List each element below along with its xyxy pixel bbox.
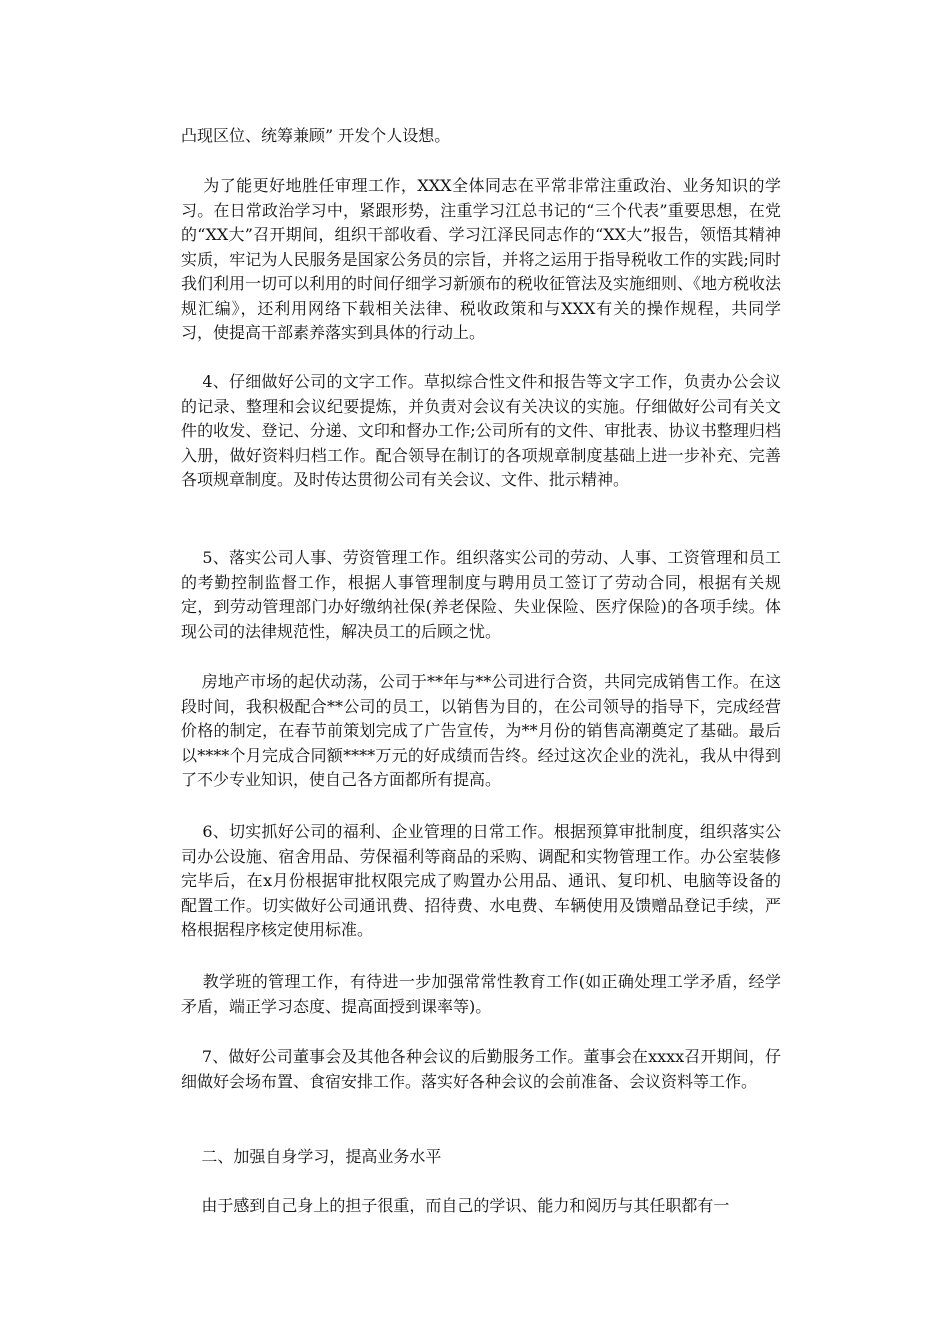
paragraph-8: 7、做好公司董事会及其他各种会议的后勤服务工作。董事会在xxxx召开期间，仔细做好会场布置、食宿安排工作。落实好各种会议的会前准备、会议资料等工作。	[181, 1047, 782, 1091]
paragraph-1: 凸现区位、统筹兼顾” 开发个人设想。	[181, 126, 451, 145]
paragraph-5: 房地产市场的起伏动荡，公司于**年与**公司进行合资，共同完成销售工作。在这段时间，我积极配合**公司的员工，以销售为目的，在公司领导的指导下，完成经营价格的制定，在春节前策划完成了广告宣传，为**月份的销售高潮奠定了基础。最后以****个月完成合同额****万元的好成绩而告终。经过这次企业的洗礼，我从中得到了不少专业知识，使自己各方面都所有提高。	[181, 672, 781, 789]
paragraph-3: 4、仔细做好公司的文字工作。草拟综合性文件和报告等文字工作，负责办公会议的记录、整理和会议纪要提炼，并负责对会议有关决议的实施。仔细做好公司有关文件的收发、登记、分递、文印和督办工作;公司所有的文件、审批表、协议书整理归档入册，做好资料归档工作。配合领导在制订的各项规章制度基础上进一步补充、完善各项规章制度。及时传达贯彻公司有关会议、文件、批示精神。	[181, 372, 782, 489]
paragraph-7: 教学班的管理工作，有待进一步加强常常性教育工作(如正确处理工学矛盾，经学矛盾，端正学习态度、提高面授到课率等)。	[181, 972, 781, 1016]
paragraph-4: 5、落实公司人事、劳资管理工作。组织落实公司的劳动、人事、工资管理和员工的考勤控制监督工作，根据人事管理制度与聘用员工签订了劳动合同，根据有关规定，到劳动管理部门办好缴纳社保(养老保险、失业保险、医疗保险)的各项手续。体现公司的法律规范性，解决员工的后顾之忧。	[181, 548, 782, 641]
paragraph-10: 由于感到自己身上的担子很重，而自己的学识、能力和阅历与其任职都有一	[181, 1196, 730, 1215]
section-heading: 二、加强自身学习，提高业务水平	[181, 1147, 442, 1166]
paragraph-2: 为了能更好地胜任审理工作，XXX全体同志在平常非常注重政治、业务知识的学习。在日常政治学习中，紧跟形势，注重学习江总书记的“三个代表”重要思想，在党的“XX大”召开期间，组织干部收看、学习江泽民同志作的“XX大”报告，领悟其精神实质，牢记为人民服务是国家公务员的宗旨，并将之运用于指导税收工作的实践;同时我们利用一切可以利用的时间仔细学习新颁布的税收征管法及实施细则、《地方税收法规汇编》，还利用网络下载相关法律、税收政策和与XXX有关的操作规程，共同学习，使提高干部素养落实到具体的行动上。	[181, 176, 782, 342]
paragraph-6: 6、切实抓好公司的福利、企业管理的日常工作。根据预算审批制度，组织落实公司办公设施、宿舍用品、劳保福利等商品的采购、调配和实物管理工作。办公室装修完毕后，在x月份根据审批权限完成了购置办公用品、通讯、复印机、电脑等设备的配置工作。切实做好公司通讯费、招待费、水电费、车辆使用及馈赠品登记手续，严格根据程序核定使用标准。	[181, 822, 782, 939]
